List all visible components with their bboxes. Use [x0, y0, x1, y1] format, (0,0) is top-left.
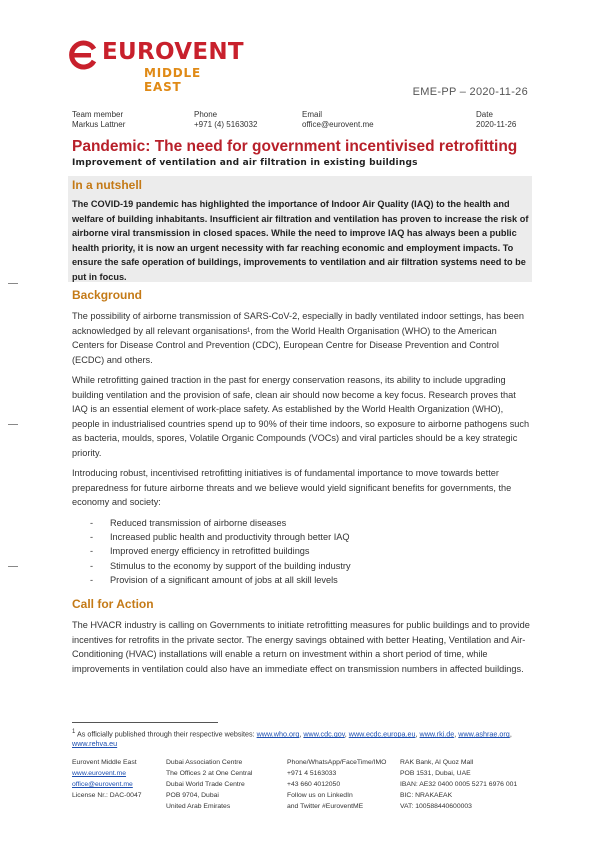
- list-item: [90, 544, 510, 558]
- footer-contact-line: +43 660 4012050: [287, 781, 341, 788]
- list-item-text: Improved energy efficiency in retrofitted buildings: [110, 546, 310, 557]
- margin-mark: [8, 566, 18, 567]
- bullet-dash: -: [90, 560, 94, 571]
- footnote: $^1$ As officially published through their respective websites: www.who.org, www.cdc.gov, www.ecdc.europa.eu, www.rki.de, www.ashrae.org, www.rehva.eu: [72, 729, 512, 749]
- meta-date: [476, 110, 516, 130]
- list-item-text: Stimulus to the economy by support of the building industry: [110, 560, 351, 571]
- meta-team-value: Markus Lattner: [72, 120, 126, 129]
- list-item: [90, 559, 510, 573]
- footer-address-line: United Arab Emirates: [166, 803, 231, 810]
- footer-contact-line: Follow us on LinkedIn: [287, 792, 353, 799]
- footer-company-name: Eurovent Middle East: [72, 759, 137, 766]
- footer-address-line: Dubai World Trade Centre: [166, 781, 245, 788]
- list-item-text: Reduced transmission of airborne diseases: [110, 518, 287, 528]
- footer-address-line: Dubai Association Centre: [166, 759, 243, 766]
- list-item-text: Increased public health and productivity through better IAQ: [110, 532, 350, 543]
- meta-team-label: Team member: [72, 110, 124, 119]
- footer-bank-line: VAT: 100588440600003: [400, 803, 472, 810]
- footnote-link-rehva[interactable]: www.rehva.eu: [72, 739, 118, 749]
- meta-phone-label: Phone: [194, 110, 218, 119]
- logo-wordmark: EUROVENT: [102, 39, 244, 65]
- bullet-dash: -: [90, 546, 94, 557]
- background-paragraph-1: The possibility of airborne transmission of SARS-CoV-2, especially in badly ventilated indoor settings, has been acknowledged by all relevant organisations¹, from the World Health Organisation (WHO) to the American Centers for Disease Control and Prevention (CDC), European Centre for Disease Prevention and Control (ECDC) and others.: [72, 311, 524, 365]
- footer-bank-line: POB 1531, Dubai, UAE: [400, 770, 471, 777]
- footnote-marker: 1: [72, 729, 76, 735]
- footer-address-line: POB 9704, Dubai: [166, 792, 219, 799]
- footnote-rule: [72, 722, 218, 723]
- bullet-dash: -: [90, 532, 94, 543]
- footer-address-line: The Offices 2 at One Central: [166, 770, 253, 777]
- footer-contact: [287, 757, 386, 812]
- meta-email: [302, 110, 374, 130]
- meta-phone: [194, 110, 257, 130]
- eurovent-e-mark-icon: [68, 40, 98, 70]
- document-reference: EME-PP – 2020-11-26: [412, 86, 528, 98]
- footer-license: License Nr.: DAC-0047: [72, 792, 142, 799]
- footer-bank-line: BIC: NRAKAEAK: [400, 792, 453, 799]
- footer-address: [166, 757, 252, 812]
- footnote-text: As officially published through their respective websites:: [76, 729, 255, 739]
- call-for-action-heading: Call for Action: [72, 597, 154, 611]
- meta-team-member: [72, 110, 125, 130]
- logo-subtitle: MIDDLE EAST: [144, 66, 201, 94]
- footer-contact-line: Phone/WhatsApp/FaceTime/IMO: [287, 759, 387, 766]
- meta-email-label: Email: [302, 110, 323, 119]
- footnote-link-ecdc[interactable]: www.ecdc.europa.eu: [348, 729, 416, 739]
- background-paragraph-3: Introducing robust, incentivised retrofitting initiatives is of fundamental importance to move towards better preparedness for future airborne threats and we believe would yield significant benefits for governments, the economy and society:: [72, 468, 512, 508]
- benefits-list: [90, 516, 510, 587]
- background-heading: Background: [72, 288, 143, 302]
- footnote-link-rki[interactable]: www.rki.de: [419, 729, 455, 739]
- list-item: [90, 516, 510, 530]
- nutshell-text: The COVID-19 pandemic has highlighted the importance of Indoor Air Quality (IAQ) to the health and welfare of building inhabitants. Insufficient air filtration and ventilation has proven to increase the risk of airborne viral transmission in closed spaces. While the need to improve IAQ has always been a public health priority, it is now an urgent necessity with far reaching economic and employment impacts. To ensure the safe operation of buildings, improvements to ventilation and air filtration systems need to be put in focus.: [72, 199, 529, 282]
- footnote-link-cdc[interactable]: www.cdc.gov: [303, 729, 345, 739]
- meta-date-label: Date: [476, 110, 493, 119]
- footer-contact-line: and Twitter #EuroventME: [287, 803, 364, 810]
- footer-email-link[interactable]: office@eurovent.me: [72, 781, 133, 788]
- meta-date-value: 2020-11-26: [476, 120, 517, 129]
- bullet-dash: -: [90, 574, 94, 585]
- background-paragraph-2: While retrofitting gained traction in the past for energy conservation reasons, its ability to include upgrading building ventilation and the provision of safe, clean air should now become a key focus. Research proves that IAQ is an essential element of work-place safety. As established by the World Health Organization (WHO), people in industrialised countries spend up to 90% of their time indoors, so exposure to airborne pathogens such as bacteria, moulds, spores, Volatile Organic Compounds (VOCs) and viral particles should be a key strategic priority.: [72, 375, 530, 458]
- footnote-link-who[interactable]: www.who.org: [256, 729, 300, 739]
- list-item-text: Provision of a significant amount of jobs at all skill levels: [110, 574, 338, 585]
- footer-company: [72, 757, 142, 801]
- footer-website-link[interactable]: www.eurovent.me: [72, 770, 127, 777]
- footer-bank-line: IBAN: AE32 0400 0005 5271 6976 001: [400, 781, 518, 788]
- list-item: [90, 530, 510, 544]
- footer-contact-line: +971 4 5163033: [287, 770, 337, 777]
- margin-mark: [8, 424, 18, 425]
- footnote-link-ashrae[interactable]: www.ashrae.org: [458, 729, 510, 739]
- footer-bank-line: RAK Bank, Al Quoz Mall: [400, 759, 474, 766]
- bullet-dash: -: [90, 518, 94, 528]
- list-item: [90, 573, 510, 587]
- document-subtitle: Improvement of ventilation and air filtration in existing buildings: [72, 158, 418, 168]
- footer-bank: [400, 757, 517, 812]
- margin-mark: [8, 283, 18, 284]
- meta-email-value: office@eurovent.me: [302, 120, 374, 129]
- meta-phone-value: +971 (4) 5163032: [194, 120, 258, 129]
- call-for-action-text: The HVACR industry is calling on Governments to initiate retrofitting measures for public buildings and to provide incentives for retrofits in the private sector. The energy savings obtained with better Heating, Ventilation and Air-Conditioning (HVAC) installations will enable a return on investment within a short period of time, while improvements in ventilation could also have an immediate effect on transmission numbers in affected buildings.: [72, 620, 530, 674]
- eurovent-logo: [68, 38, 244, 94]
- document-title: Pandemic: The need for government incentivised retrofitting: [72, 138, 518, 155]
- nutshell-heading: In a nutshell: [72, 178, 143, 192]
